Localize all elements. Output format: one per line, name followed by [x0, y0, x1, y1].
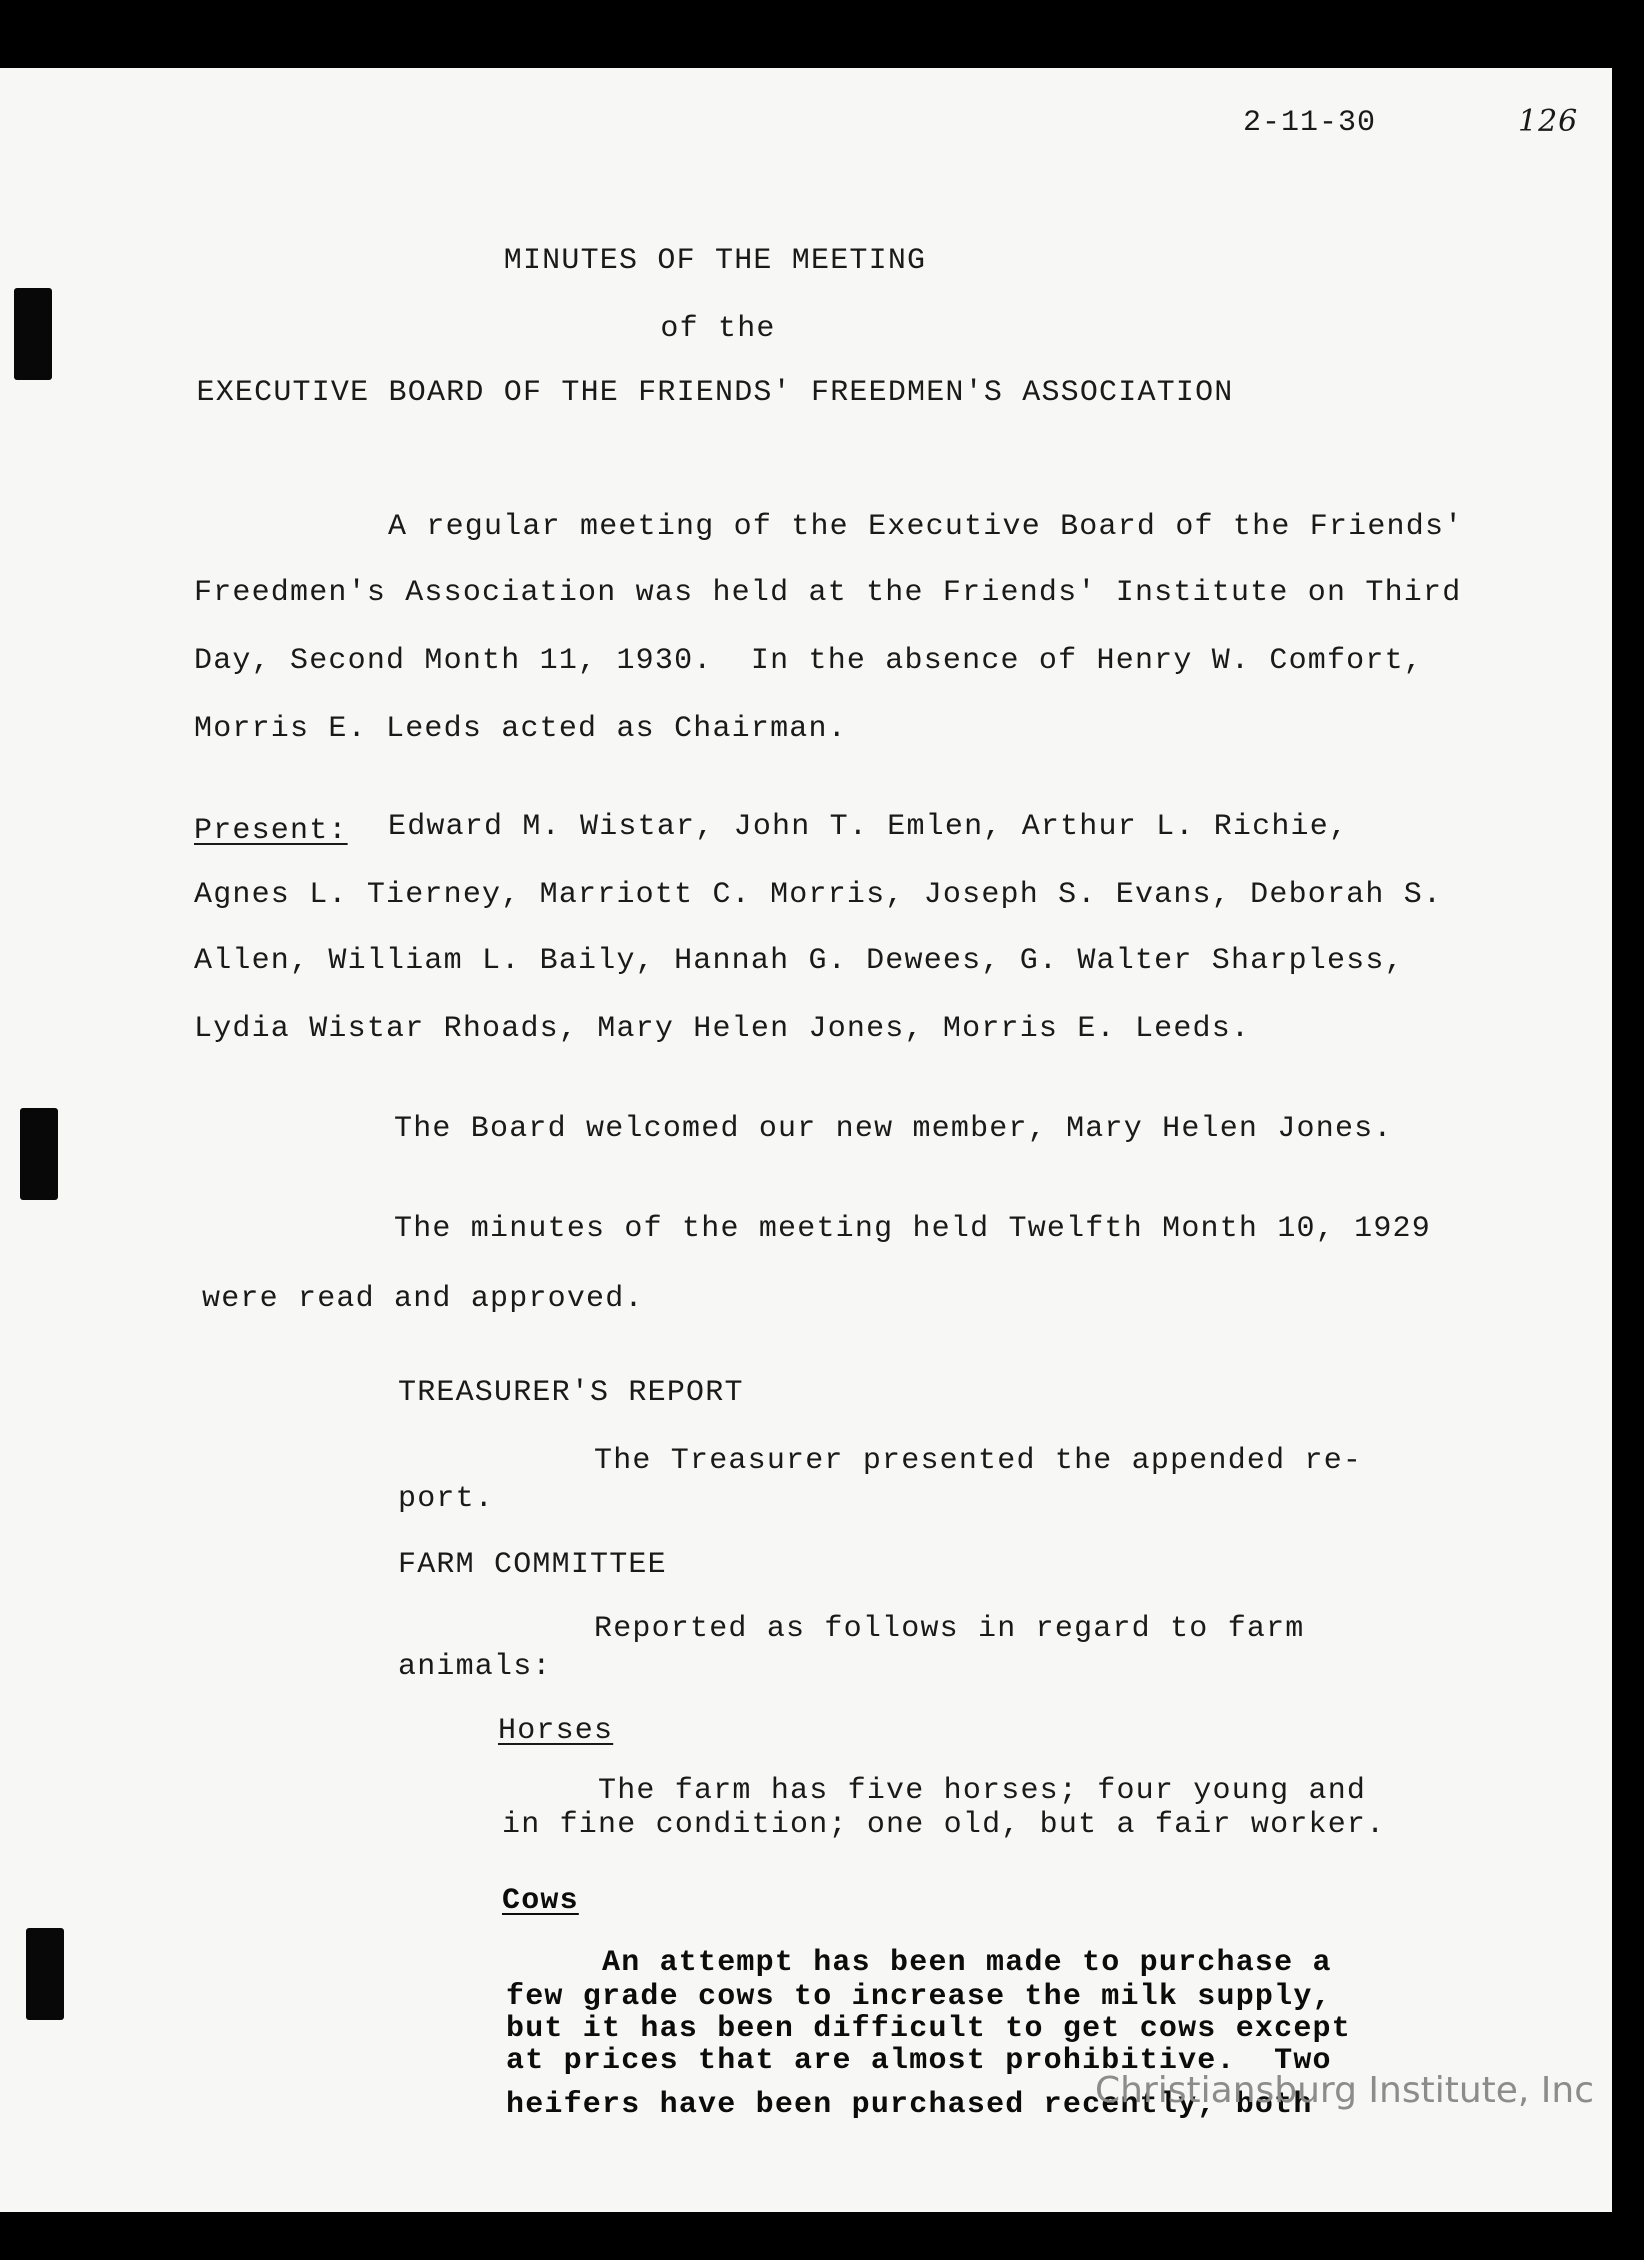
horses-heading: Horses: [498, 1714, 614, 1748]
watermark: Christiansburg Institute, Inc: [1095, 2070, 1595, 2111]
cows-line-5: heifers have been purchased recently, both: [506, 2088, 1313, 2122]
welcome-line: The Board welcomed our new member, Mary Helen Jones.: [394, 1112, 1393, 1146]
page-number: 126: [1518, 104, 1579, 139]
horses-line-1: The farm has five horses; four young and: [598, 1774, 1367, 1808]
intro-line-2: Freedmen's Association was held at the Friends' Institute on Third: [194, 576, 1462, 610]
present-label: Present:: [194, 814, 348, 848]
title-line-1: MINUTES OF THE MEETING: [503, 244, 927, 278]
scan-border-bottom: [0, 2212, 1644, 2260]
title-line-2: of the: [660, 312, 776, 346]
intro-line-3: Day, Second Month 11, 1930. In the absence of Henry W. Comfort,: [194, 644, 1423, 678]
treasurer-heading: TREASURER'S REPORT: [398, 1376, 744, 1410]
cows-line-2: few grade cows to increase the milk supply,: [506, 1980, 1332, 2014]
present-line-2: Agnes L. Tierney, Marriott C. Morris, Joseph S. Evans, Deborah S.: [194, 878, 1443, 912]
present-line-3: Allen, William L. Baily, Hannah G. Dewees, G. Walter Sharpless,: [194, 944, 1404, 978]
minutes-line-2: were read and approved.: [202, 1282, 644, 1316]
cows-line-3: but it has been difficult to get cows except: [506, 2012, 1351, 2046]
horses-line-2: in fine condition; one old, but a fair worker.: [502, 1808, 1386, 1842]
present-line-4: Lydia Wistar Rhoads, Mary Helen Jones, Morris E. Leeds.: [194, 1012, 1251, 1046]
farm-heading: FARM COMMITTEE: [398, 1548, 667, 1582]
document-date: 2-11-30: [1243, 106, 1377, 140]
present-line-1: Edward M. Wistar, John T. Emlen, Arthur L. Richie,: [388, 810, 1349, 844]
farm-line-2: animals:: [398, 1650, 552, 1684]
scan-border-top: [0, 0, 1644, 68]
cows-line-4: at prices that are almost prohibitive. Two: [506, 2044, 1332, 2078]
cows-heading: Cows: [502, 1884, 579, 1918]
document-page: [0, 68, 1612, 2212]
minutes-line-1: The minutes of the meeting held Twelfth Month 10, 1929: [394, 1212, 1431, 1246]
title-line-3: EXECUTIVE BOARD OF THE FRIENDS' FREEDMEN'S ASSOCIATION: [196, 376, 1234, 410]
intro-line-4: Morris E. Leeds acted as Chairman.: [194, 712, 847, 746]
punch-hole-bottom: [26, 1928, 64, 2020]
punch-hole-middle: [20, 1108, 58, 1200]
scan-border-right: [1612, 0, 1644, 2260]
cows-line-1: An attempt has been made to purchase a: [602, 1946, 1332, 1980]
treasurer-line-2: port.: [398, 1482, 495, 1516]
intro-line-1: A regular meeting of the Executive Board of the Friends': [388, 510, 1464, 544]
treasurer-line-1: The Treasurer presented the appended re-: [594, 1444, 1363, 1478]
farm-line-1: Reported as follows in regard to farm: [594, 1612, 1305, 1646]
